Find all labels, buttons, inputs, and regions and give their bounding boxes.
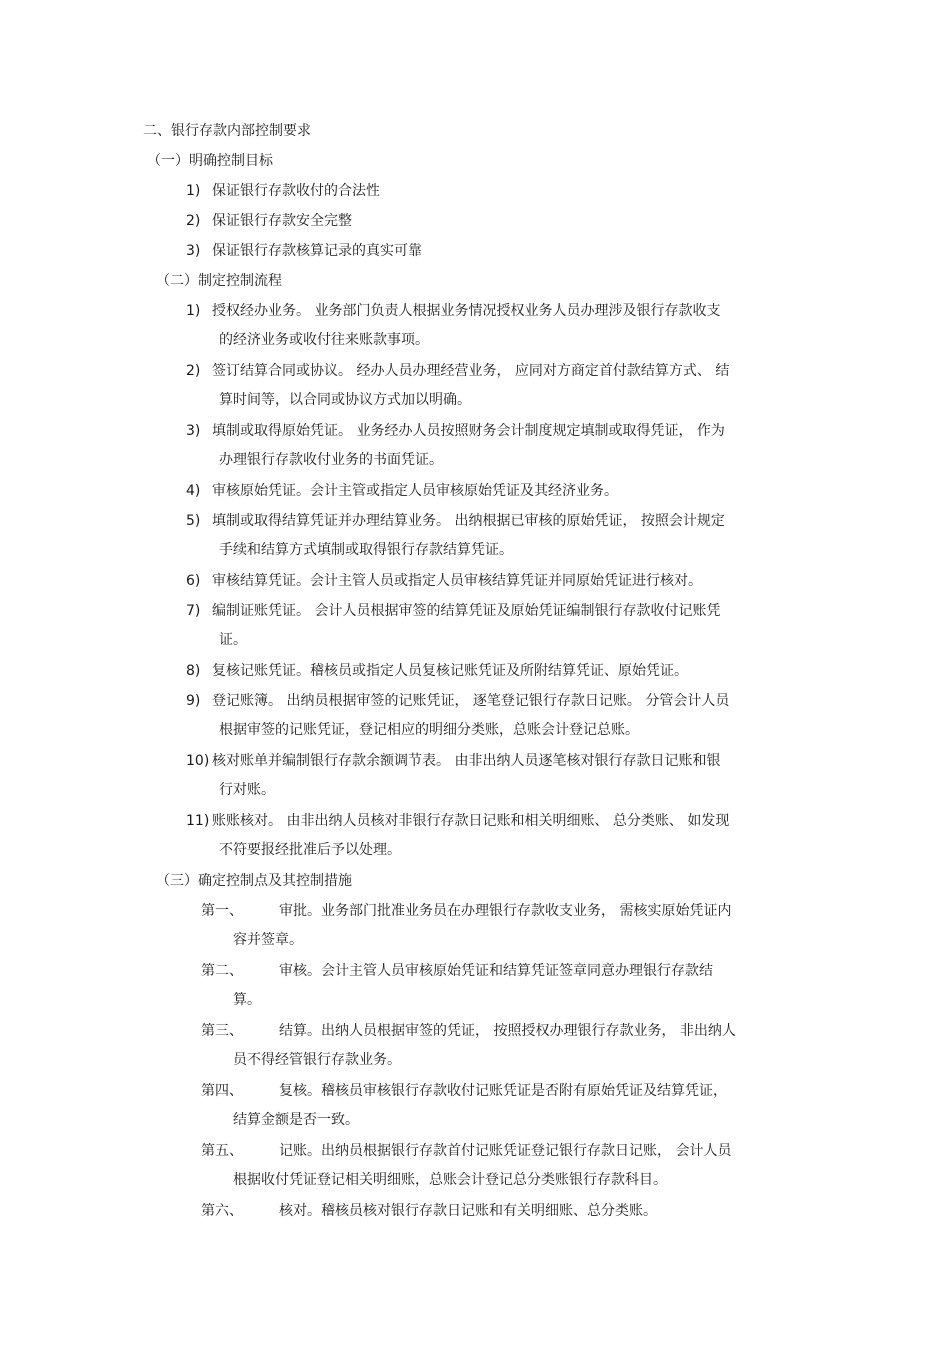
item-text: 审核原始凭证。会计主管或指定人员审核原始凭证及其经济业务。 [212, 483, 618, 499]
section1-title: （一）明确控制目标 [147, 153, 273, 169]
item-number: 1) [186, 183, 201, 199]
item-number: 6) [186, 573, 201, 589]
item-text: 核对。稽核员核对银行存款日记账和有关明细账、总分类账。 [279, 1203, 657, 1219]
list-item [201, 1022, 736, 1040]
item-text: 保证银行存款收付的合法性 [212, 183, 380, 199]
list-item [186, 692, 729, 710]
item-text: 审核。会计主管人员审核原始凭证和结算凭证签章同意办理银行存款结 [279, 963, 713, 979]
item-text: 审批。业务部门批准业务员在办理银行存款收支业务， 需核实原始凭证内 [279, 903, 732, 919]
list-item [186, 302, 720, 320]
list-item [201, 902, 731, 920]
item-number: 第一、 [201, 903, 243, 919]
item-text: 签订结算合同或协议。 经办人员办理经营业务， 应同对方商定首付款结算方式、 结 [212, 363, 730, 379]
list-item [186, 602, 720, 620]
list-item [201, 962, 713, 980]
item-text: 审核结算凭证。会计主管人员或指定人员审核结算凭证并同原始凭证进行核对。 [212, 573, 702, 589]
list-item [186, 362, 729, 380]
item-text: 保证银行存款核算记录的真实可靠 [212, 243, 422, 259]
item-number: 4) [186, 483, 201, 499]
item-continuation: 根据收付凭证登记相关明细账，总账会计登记总分类账银行存款科目。 [233, 1172, 667, 1188]
item-continuation: 容并签章。 [233, 932, 303, 948]
list-item [186, 182, 380, 200]
section3-title: （三）确定控制点及其控制措施 [156, 873, 352, 889]
item-text: 填制或取得原始凭证。 业务经办人员按照财务会计制度规定填制或取得凭证， 作为 [212, 423, 725, 439]
item-continuation: 算时间等，以合同或协议方式加以明确。 [219, 392, 471, 408]
list-item [186, 572, 702, 590]
item-number: 第六、 [201, 1203, 243, 1219]
item-text: 保证银行存款安全完整 [212, 213, 352, 229]
item-text: 结算。出纳人员根据审签的凭证， 按照授权办理银行存款业务， 非出纳人 [279, 1023, 736, 1039]
item-continuation: 不符要报经批准后予以处理。 [219, 842, 401, 858]
item-number: 7) [186, 603, 201, 619]
item-number: 第二、 [201, 963, 243, 979]
item-number: 2) [186, 213, 201, 229]
list-item [201, 1142, 731, 1160]
section-heading: 二、银行存款内部控制要求 [143, 123, 311, 139]
item-number: 第五、 [201, 1143, 243, 1159]
item-continuation: 算。 [233, 992, 261, 1008]
list-item [186, 812, 729, 830]
item-text: 核对账单并编制银行存款余额调节表。 由非出纳人员逐笔核对银行存款日记账和银 [212, 753, 721, 769]
item-continuation: 的经济业务或收付往来账款事项。 [219, 332, 429, 348]
list-item [186, 482, 618, 500]
list-item [186, 212, 352, 230]
item-number: 8) [186, 663, 201, 679]
item-continuation: 手续和结算方式填制或取得银行存款结算凭证。 [219, 542, 513, 558]
item-text: 授权经办业务。 业务部门负责人根据业务情况授权业务人员办理涉及银行存款收支 [212, 303, 721, 319]
list-item [186, 752, 720, 770]
list-item [186, 242, 422, 260]
list-item [201, 1082, 727, 1100]
item-text: 账账核对。 由非出纳人员核对非银行存款日记账和相关明细账、 总分类账、 如发现 [212, 813, 730, 829]
item-number: 10) [186, 753, 210, 769]
list-item [186, 422, 725, 440]
item-text: 记账。出纳员根据银行存款首付记账凭证登记银行存款日记账， 会计人员 [279, 1143, 732, 1159]
list-item [186, 662, 688, 680]
item-continuation: 根据审签的记账凭证，登记相应的明细分类账，总账会计登记总账。 [219, 722, 639, 738]
section2-title: （二）制定控制流程 [156, 273, 282, 289]
item-text: 登记账簿。 出纳员根据审签的记账凭证， 逐笔登记银行存款日记账。 分管会计人员 [212, 693, 730, 709]
item-number: 第三、 [201, 1023, 243, 1039]
item-continuation: 员不得经管银行存款业务。 [233, 1052, 401, 1068]
item-number: 2) [186, 363, 201, 379]
item-number: 5) [186, 513, 201, 529]
item-number: 3) [186, 423, 201, 439]
item-number: 1) [186, 303, 201, 319]
item-text: 复核记账凭证。稽核员或指定人员复核记账凭证及所附结算凭证、原始凭证。 [212, 663, 688, 679]
item-number: 9) [186, 693, 201, 709]
item-number: 11) [186, 813, 210, 829]
list-item [201, 1202, 657, 1220]
item-text: 填制或取得结算凭证并办理结算业务。 出纳根据已审核的原始凭证， 按照会计规定 [212, 513, 725, 529]
item-text: 复核。稽核员审核银行存款收付记账凭证是否附有原始凭证及结算凭证， [279, 1083, 727, 1099]
item-number: 第四、 [201, 1083, 243, 1099]
item-continuation: 办理银行存款收付业务的书面凭证。 [219, 452, 443, 468]
item-text: 编制证账凭证。 会计人员根据审签的结算凭证及原始凭证编制银行存款收付记账凭 [212, 603, 721, 619]
list-item [186, 512, 725, 530]
item-number: 3) [186, 243, 201, 259]
item-continuation: 行对账。 [219, 782, 275, 798]
item-continuation: 证。 [219, 632, 247, 648]
item-continuation: 结算金额是否一致。 [233, 1112, 359, 1128]
